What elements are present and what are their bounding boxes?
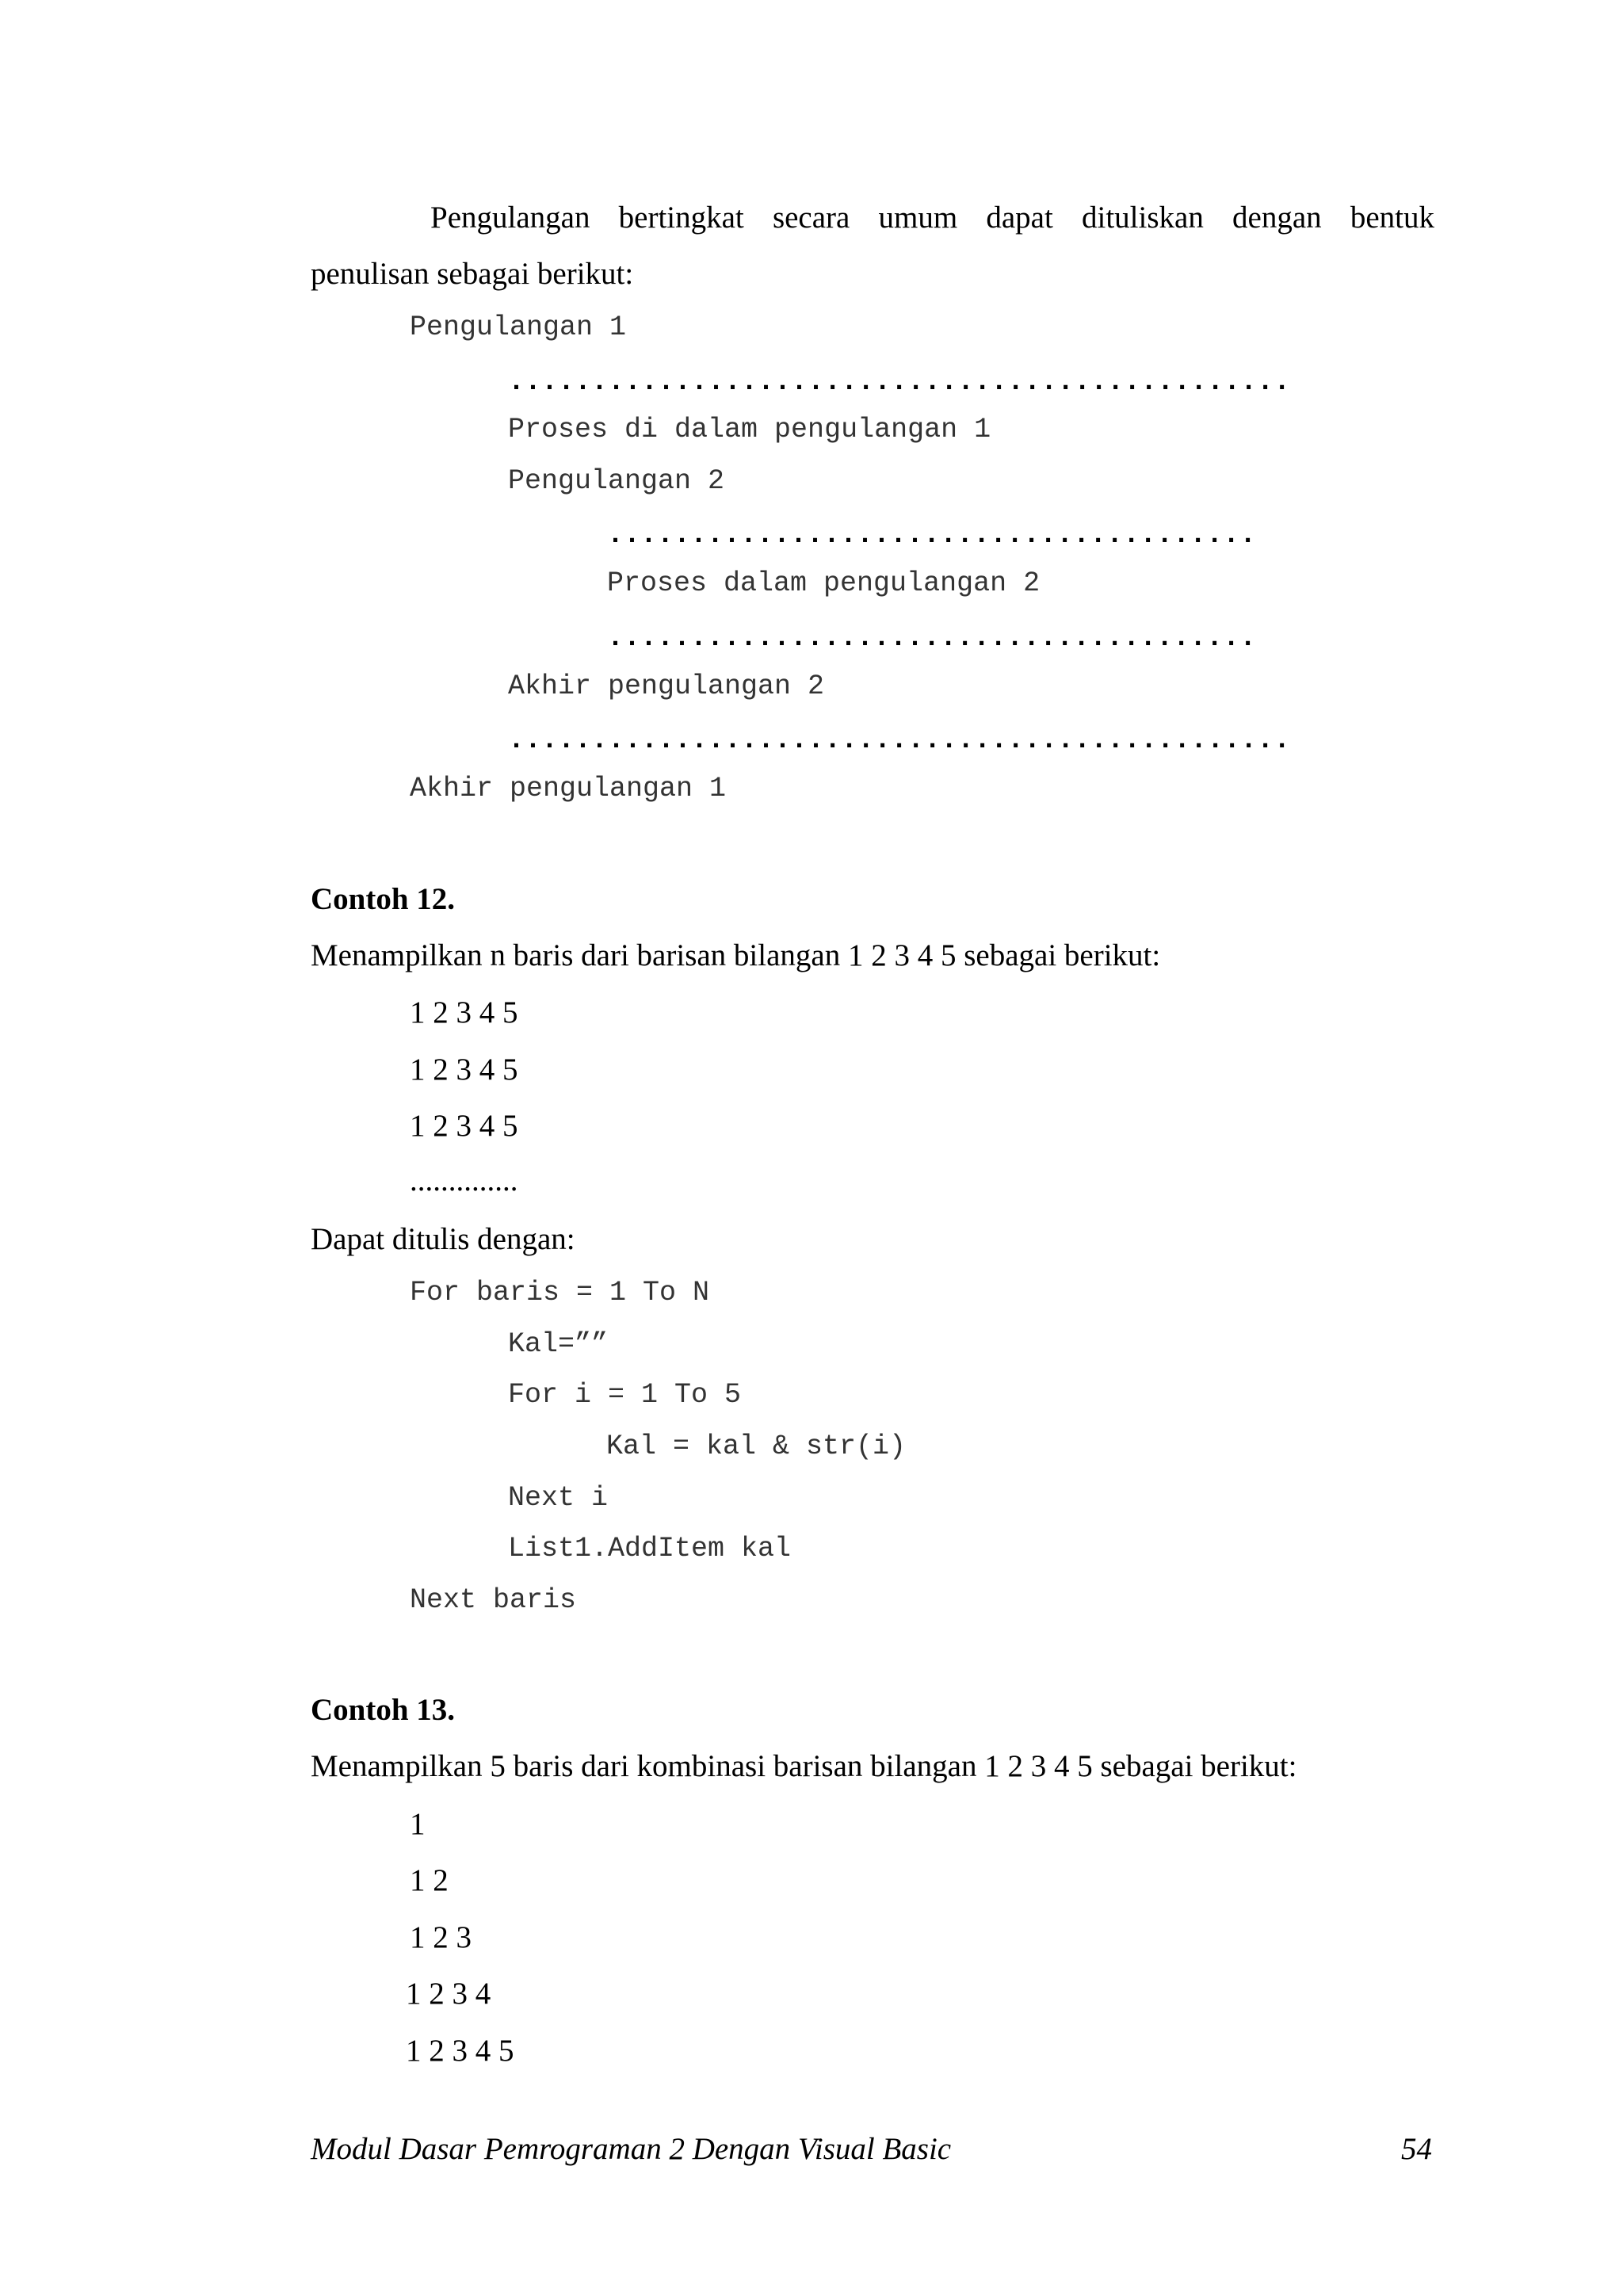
loop1-label: Pengulangan 1 bbox=[410, 311, 627, 343]
code-line: Next i bbox=[508, 1482, 609, 1514]
code-line: For i = 1 To 5 bbox=[508, 1379, 742, 1411]
example12-written-as: Dapat ditulis dengan: bbox=[311, 1222, 575, 1256]
code-line: Next baris bbox=[410, 1584, 577, 1616]
end-loop1-label: Akhir pengulangan 1 bbox=[410, 773, 727, 804]
intro-word: dengan bbox=[1232, 201, 1322, 235]
dots-inner-2: ....................................... bbox=[607, 622, 1257, 654]
example13-heading: Contoh 13. bbox=[311, 1693, 456, 1727]
intro-word: dituliskan bbox=[1082, 201, 1204, 235]
code-line: Kal=”” bbox=[508, 1328, 609, 1360]
page-number: 54 bbox=[1401, 2132, 1432, 2166]
example12-output-ellipsis: .............. bbox=[410, 1163, 518, 1198]
example12-output-line: 1 2 3 4 5 bbox=[410, 1109, 518, 1143]
example12-description: Menampilkan n baris dari barisan bilangan 1 2 3 4 5 sebagai berikut: bbox=[311, 938, 1161, 972]
example13-output-line: 1 bbox=[410, 1807, 426, 1841]
example13-description: Menampilkan 5 baris dari kombinasi barisan bilangan 1 2 3 4 5 sebagai berikut: bbox=[311, 1749, 1297, 1783]
example13-output-line: 1 2 3 4 5 bbox=[406, 2034, 514, 2068]
intro-word: secara bbox=[772, 201, 850, 235]
code-line: Kal = kal & str(i) bbox=[606, 1431, 907, 1462]
dots-inner-1: ....................................... bbox=[607, 519, 1257, 551]
dots-outer-1: ............................................... bbox=[508, 366, 1291, 398]
code-line: List1.AddItem kal bbox=[508, 1533, 792, 1564]
process2-label: Proses dalam pengulangan 2 bbox=[607, 567, 1041, 599]
example12-output-line: 1 2 3 4 5 bbox=[410, 1052, 518, 1087]
example12-heading: Contoh 12. bbox=[311, 882, 456, 916]
intro-word: bentuk bbox=[1350, 201, 1434, 235]
code-line: For baris = 1 To N bbox=[410, 1277, 710, 1308]
process1-label: Proses di dalam pengulangan 1 bbox=[508, 414, 991, 445]
intro-word: Pengulangan bbox=[430, 201, 590, 235]
example13-output-line: 1 2 3 bbox=[410, 1920, 472, 1954]
example13-output-line: 1 2 3 4 bbox=[406, 1977, 491, 2011]
dots-outer-2: ............................................... bbox=[508, 724, 1291, 756]
intro-line-1 bbox=[424, 202, 1434, 233]
intro-word: umum bbox=[878, 201, 958, 235]
intro-word: dapat bbox=[986, 201, 1053, 235]
example13-output-line: 1 2 bbox=[410, 1863, 449, 1897]
intro-line-2: penulisan sebagai berikut: bbox=[311, 257, 634, 291]
footer-title: Modul Dasar Pemrograman 2 Dengan Visual Basic bbox=[311, 2132, 952, 2166]
intro-word: bertingkat bbox=[618, 201, 744, 235]
end-loop2-label: Akhir pengulangan 2 bbox=[508, 670, 825, 702]
loop2-label: Pengulangan 2 bbox=[508, 465, 725, 497]
example12-output-line: 1 2 3 4 5 bbox=[410, 995, 518, 1030]
